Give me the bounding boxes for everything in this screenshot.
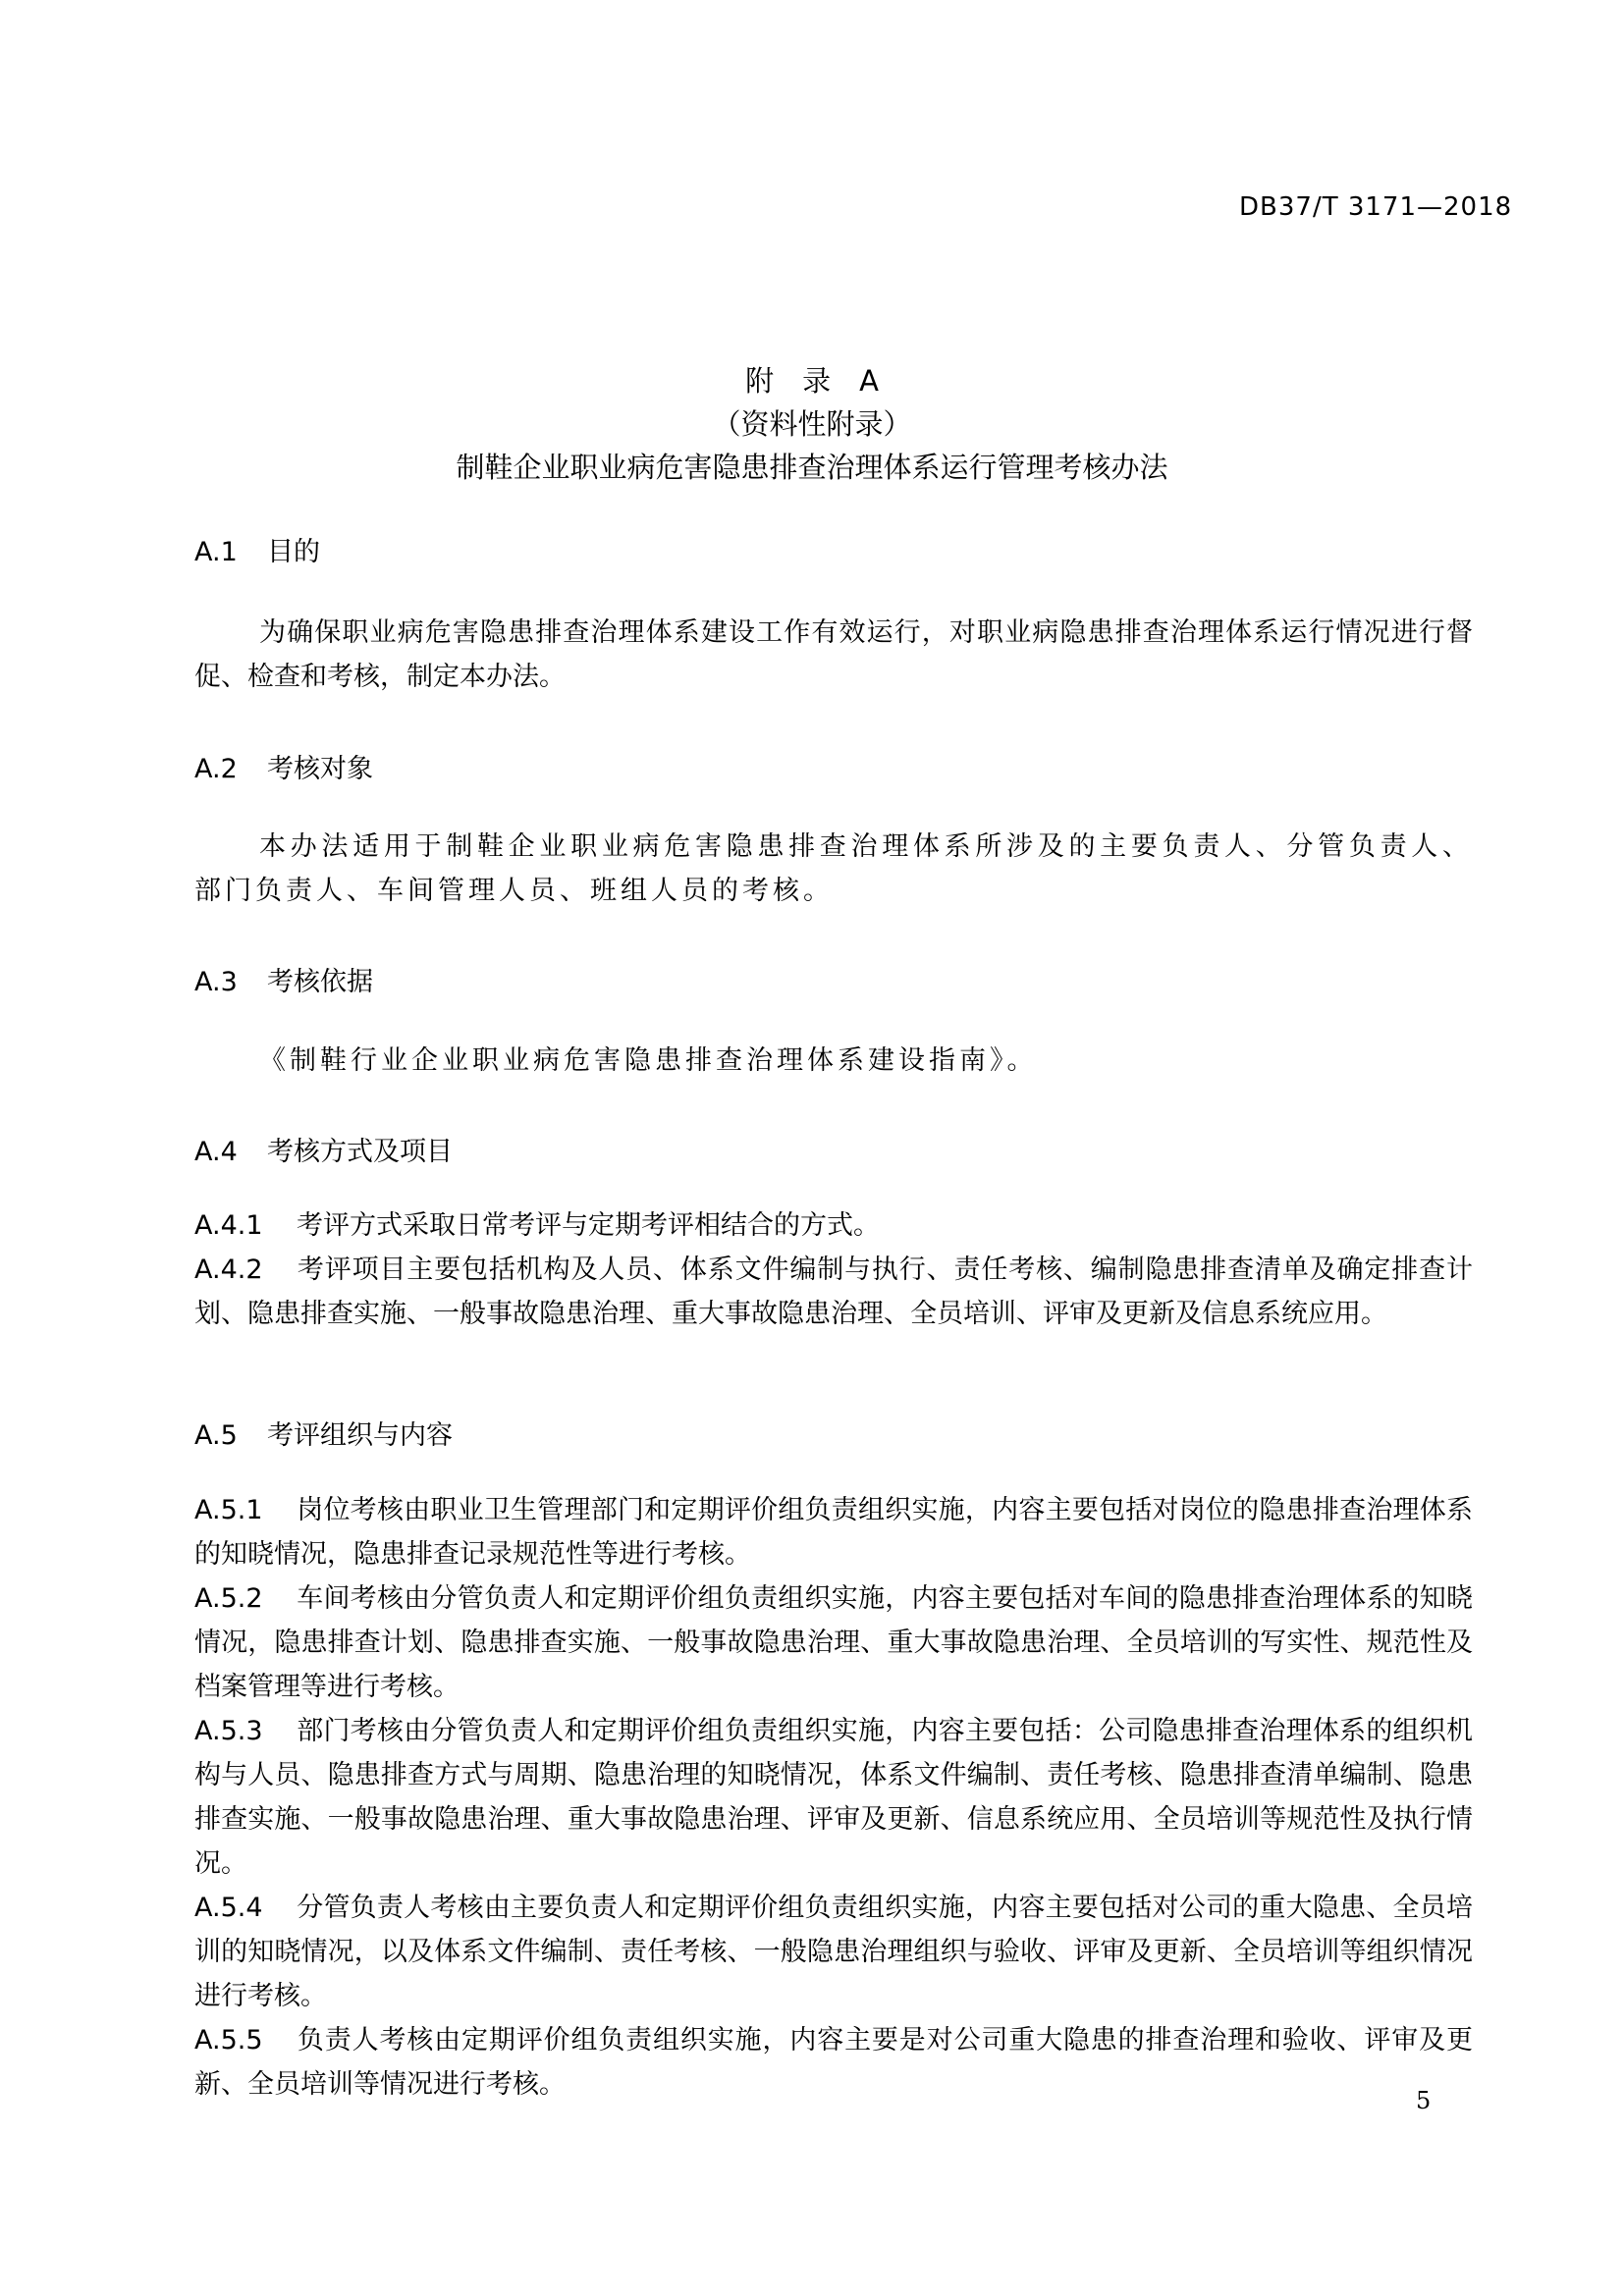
section-a3-paragraph: 《制鞋行业企业职业病危害隐患排查治理体系建设指南》。: [259, 1045, 1038, 1076]
clause-number: A.5.5: [194, 2025, 263, 2056]
section-title: 考核对象: [267, 754, 373, 784]
section-title: 考核方式及项目: [267, 1137, 453, 1167]
clause-text: 岗位考核由职业卫生管理部门和定期评价组负责组织实施，内容主要包括对岗位的隐患排查治理体系的知晓情况，隐患排查记录规范性等进行考核。: [194, 1495, 1473, 1570]
section-a4-heading: [194, 1130, 453, 1168]
section-title: 考核依据: [267, 967, 373, 997]
appendix-title: 制鞋企业职业病危害隐患排查治理体系运行管理考核办法: [456, 451, 1168, 484]
appendix-type: （资料性附录）: [712, 407, 912, 441]
clause-text: 车间考核由分管负责人和定期评价组负责组织实施，内容主要包括对车间的隐患排查治理体系的知晓情况，隐患排查计划、隐患排查实施、一般事故隐患治理、重大事故隐患治理、全员培训的写实性、规范性及档案管理等进行考核。: [194, 1583, 1473, 1702]
appendix-label: 附 录 A: [745, 364, 879, 398]
section-number: A.2: [194, 754, 238, 784]
clause-number: A.5.2: [194, 1583, 263, 1614]
clause-a5-3: [194, 1709, 1473, 1886]
clause-a5-5: [194, 2018, 1473, 2107]
clause-text: 考评方式采取日常考评与定期考评相结合的方式。: [297, 1210, 880, 1241]
clause-number: A.5.4: [194, 1893, 263, 1923]
section-number: A.1: [194, 537, 238, 567]
clause-number: A.4.1: [194, 1210, 263, 1241]
section-number: A.5: [194, 1420, 238, 1451]
clause-text: 分管负责人考核由主要负责人和定期评价组负责组织实施，内容主要包括对公司的重大隐患、全员培训的知晓情况，以及体系文件编制、责任考核、一般隐患治理组织与验收、评审及更新、全员培训等组织情况进行考核。: [194, 1893, 1473, 2011]
clause-text: 部门考核由分管负责人和定期评价组负责组织实施，内容主要包括：公司隐患排查治理体系的组织机构与人员、隐患排查方式与周期、隐患治理的知晓情况，体系文件编制、责任考核、隐患排查清单编制、隐患排查实施、一般事故隐患治理、重大事故隐患治理、评审及更新、信息系统应用、全员培训等规范性及执行情况。: [194, 1716, 1473, 1879]
section-a1-heading: [194, 530, 320, 568]
section-title: 目的: [267, 537, 320, 567]
clause-a5-2: [194, 1576, 1473, 1709]
section-a5-heading: [194, 1414, 453, 1452]
section-number: A.3: [194, 967, 238, 997]
clause-number: A.5.3: [194, 1716, 263, 1746]
section-title: 考评组织与内容: [267, 1420, 453, 1451]
section-a3-heading: [194, 960, 373, 998]
clause-a4-2: [194, 1248, 1473, 1336]
clause-text: 负责人考核由定期评价组负责组织实施，内容主要是对公司重大隐患的排查治理和验收、评审及更新、全员培训等情况进行考核。: [194, 2025, 1473, 2100]
clause-number: A.5.1: [194, 1495, 263, 1525]
page-number: 5: [1416, 2087, 1432, 2114]
clause-a4-1: [194, 1203, 1473, 1248]
clause-number: A.4.2: [194, 1255, 263, 1285]
section-number: A.4: [194, 1137, 238, 1167]
standard-code: DB37/T 3171—2018: [1239, 192, 1513, 222]
clause-a5-1: [194, 1488, 1473, 1576]
section-a2-paragraph: 本办法适用于制鞋企业职业病危害隐患排查治理体系所涉及的主要负责人、分管负责人、部门负责人、车间管理人员、班组人员的考核。: [194, 831, 1473, 906]
section-a2-heading: [194, 747, 373, 785]
clause-a5-4: [194, 1886, 1473, 2018]
clause-text: 考评项目主要包括机构及人员、体系文件编制与执行、责任考核、编制隐患排查清单及确定排查计划、隐患排查实施、一般事故隐患治理、重大事故隐患治理、全员培训、评审及更新及信息系统应用。: [194, 1255, 1473, 1329]
section-a1-paragraph: 为确保职业病危害隐患排查治理体系建设工作有效运行，对职业病隐患排查治理体系运行情况进行督促、检查和考核，制定本办法。: [194, 617, 1473, 692]
